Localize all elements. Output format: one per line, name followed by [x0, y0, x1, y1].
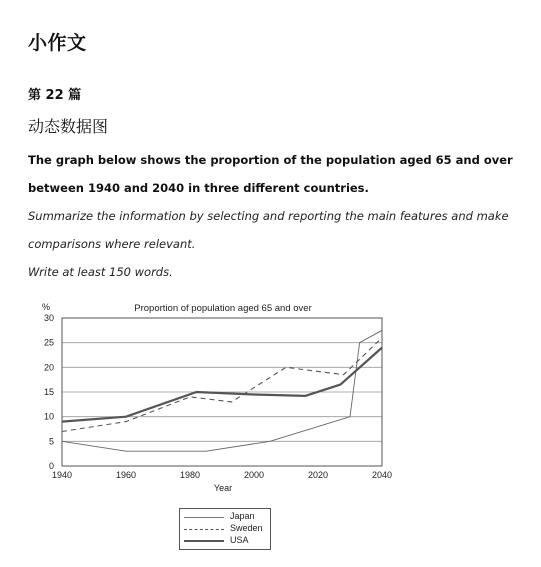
x-tick-label: 2020 — [307, 470, 329, 480]
instruction-line-3: Write at least 150 words. — [28, 265, 173, 279]
y-axis-label: % — [41, 302, 51, 312]
line-chart — [0, 296, 420, 506]
series-line-japan — [62, 330, 382, 451]
y-tick-label: 20 — [43, 362, 54, 373]
section-number: 第 22 篇 — [28, 88, 82, 103]
legend-label-sweden: Sweden — [230, 523, 263, 533]
y-tick-label: 10 — [43, 411, 54, 422]
y-tick-label: 30 — [43, 313, 54, 323]
y-tick-label: 25 — [43, 337, 54, 348]
legend-item-usa — [180, 535, 270, 548]
x-axis-label: Year — [213, 483, 233, 493]
x-tick-label: 1960 — [115, 470, 137, 480]
section-name: 动态数据图 — [28, 117, 109, 136]
page-title: 小作文 — [28, 32, 87, 54]
legend-swatch-sweden — [184, 529, 224, 530]
x-tick-label: 1980 — [179, 470, 201, 480]
chart-legend — [179, 508, 271, 550]
prompt-line-2: between 1940 and 2040 in three different countries. — [28, 181, 369, 195]
y-tick-label: 15 — [43, 387, 54, 397]
legend-label-usa: USA — [230, 535, 249, 545]
instruction-line-2: comparisons where relevant. — [28, 237, 196, 251]
x-tick-label: 1940 — [51, 470, 73, 480]
instruction-line-1: Summarize the information by selecting and reporting the main features and make — [28, 209, 509, 223]
y-tick-label: 5 — [48, 436, 54, 447]
series-line-usa — [62, 348, 382, 422]
legend-swatch-japan — [184, 517, 224, 518]
prompt-line-1: The graph below shows the proportion of the population aged 65 and over — [28, 153, 513, 167]
legend-label-japan: Japan — [230, 511, 255, 521]
legend-swatch-usa — [184, 540, 224, 542]
x-tick-label: 2000 — [243, 470, 265, 480]
y-tick-label: 0 — [48, 461, 54, 471]
x-tick-label: 2040 — [371, 470, 393, 480]
chart-title: Proportion of population aged 65 and over — [134, 303, 312, 314]
